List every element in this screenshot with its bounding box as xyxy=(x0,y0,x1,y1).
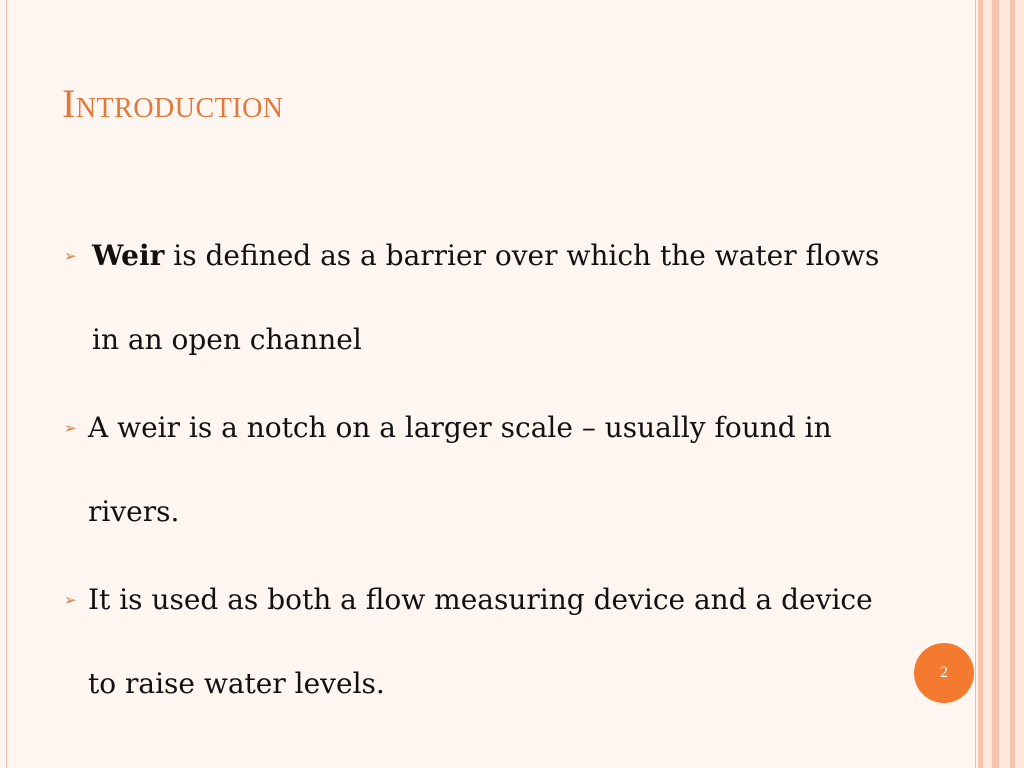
decorative-stripes xyxy=(976,0,1024,768)
page-number-badge: 2 xyxy=(914,643,974,703)
arrow-right-icon: ➢ xyxy=(64,247,77,265)
bullet-text: is defined as a barrier over which the water flows in an open channel xyxy=(92,239,880,356)
bullet-item xyxy=(62,558,902,726)
arrow-right-icon: ➢ xyxy=(64,419,77,437)
bullet-item xyxy=(62,386,902,554)
arrow-right-icon: ➢ xyxy=(64,591,77,609)
bullet-bold-term: Weir xyxy=(92,239,165,272)
bullet-item xyxy=(62,214,902,382)
bullet-text: It is used as both a flow measuring device and a device to raise water levels. xyxy=(88,583,873,700)
bullet-text: A weir is a notch on a larger scale – usually found in rivers. xyxy=(88,411,832,528)
bullet-list xyxy=(62,214,902,730)
slide-title: Introduction xyxy=(62,81,284,126)
